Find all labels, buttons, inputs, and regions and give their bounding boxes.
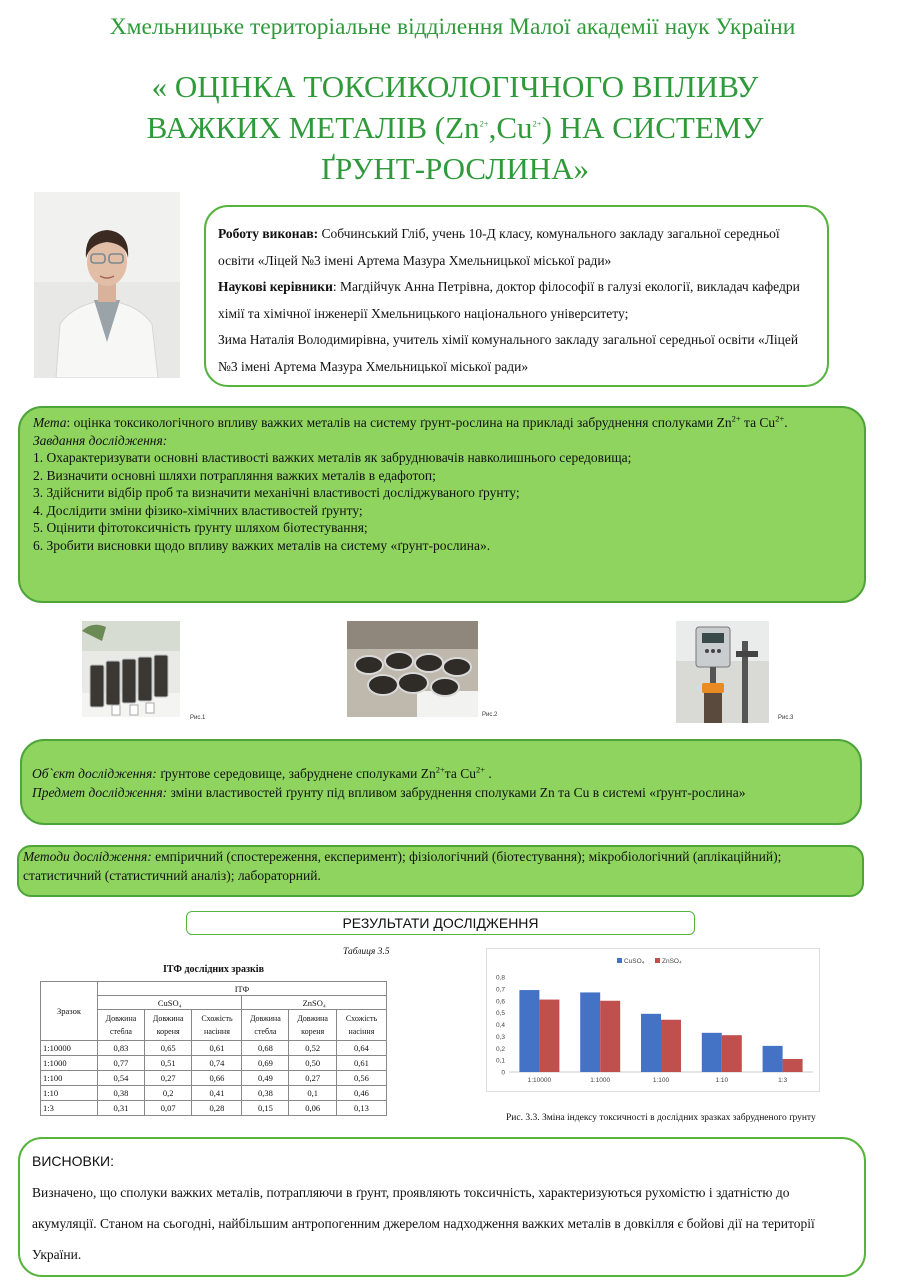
goal-sup-2: 2+ [775, 413, 785, 424]
x-tick-label: 1:100 [652, 1077, 670, 1084]
table-header-group: ZnSO₄ [242, 996, 387, 1010]
table-cell: 1:100 [41, 1071, 98, 1086]
y-tick-label: 0,2 [495, 1045, 505, 1053]
task-item: 3. Здійснити відбір проб та визначити механічні властивості досліджуваного ґрунту; [33, 485, 520, 500]
title-line-3: ҐРУНТ-РОСЛИНА» [321, 151, 589, 186]
goal-sup-1: 2+ [731, 413, 741, 424]
figure-3-caption: Рис.3 [778, 715, 794, 721]
methods-text: емпіричний (спостереження, експеримент); фізіологічний (біотестування); мікробіологічний (аплікаційний); статистичний (статистичний аналіз); лабораторний. [23, 849, 782, 883]
table-cell: 0,15 [242, 1101, 289, 1116]
chart-bar [783, 1059, 803, 1072]
table-title: ІТФ дослідних зразків [163, 964, 264, 975]
table-cell: 0,68 [242, 1041, 289, 1056]
supervisors-paragraph [218, 274, 815, 327]
table-cell: 0,06 [289, 1101, 337, 1116]
object-text-a: ґрунтове середовище, забруднене сполуками Zn [156, 766, 436, 781]
table-cell: 1:10000 [41, 1041, 98, 1056]
legend-label: ZnSO₄ [662, 958, 682, 965]
table-cell: 0,13 [336, 1101, 386, 1116]
x-tick-label: 1:3 [778, 1077, 788, 1084]
author-text: Собчинський Гліб, учень 10-Д класу, комунального закладу загальної середньої освіти «Ліцей №3 імені Артема Мазура Хмельницької міської ради» [218, 226, 780, 268]
task-item: 2. Визначити основні шляхи потрапляння важких металів в едафотоп; [33, 467, 436, 483]
chart-bar [763, 1046, 783, 1072]
table-subheader: Довжина стебла [98, 1010, 145, 1041]
table-cell: 0,27 [144, 1071, 192, 1086]
subject-paragraph [32, 783, 848, 802]
chart-bar [641, 1014, 661, 1072]
subject-text: зміни властивостей ґрунту під впливом забруднення сполуками Zn та Cu в системі «ґрунт-рослина» [167, 785, 746, 800]
table-cell: 1:10 [41, 1086, 98, 1101]
goal-paragraph [33, 414, 850, 432]
object-text-c: . [485, 766, 492, 781]
supervisors-label: Наукові керівники [218, 279, 333, 294]
figure-2-caption: Рис.2 [482, 712, 498, 718]
table-cell: 0,31 [98, 1101, 145, 1116]
title-sup-2: 2+ [532, 118, 542, 129]
table-cell: 1:3 [41, 1101, 98, 1116]
table-caption: Таблиця 3.5 [343, 947, 390, 957]
chart-bar [600, 1001, 620, 1072]
legend-swatch [655, 958, 660, 963]
figure-1-caption: Рис.1 [190, 715, 206, 721]
table-subheader: Довжина кореня [144, 1010, 192, 1041]
methods-label: Методи дослідження: [23, 849, 152, 864]
table-cell: 0,56 [336, 1071, 386, 1086]
table-row [41, 1101, 387, 1116]
authors-box [204, 205, 829, 387]
table-cell: 1:1000 [41, 1056, 98, 1071]
object-paragraph [32, 764, 848, 783]
title-line-2 [60, 107, 850, 148]
table-cell: 0,83 [98, 1041, 145, 1056]
conclusions-box [18, 1137, 866, 1277]
chart-bar [702, 1033, 722, 1072]
x-tick-label: 1:10 [715, 1077, 729, 1084]
table-cell: 0,64 [336, 1041, 386, 1056]
table-cell: 0,66 [192, 1071, 242, 1086]
object-subject-box [20, 739, 862, 825]
figure-2-photo [347, 621, 478, 717]
conclusions-heading: ВИСНОВКИ: [32, 1153, 114, 1169]
table-cell: 0,69 [242, 1056, 289, 1071]
x-tick-label: 1:1000 [590, 1077, 611, 1084]
supervisor-2-text: Зима Наталія Володимирівна, учитель хімії комунального закладу загальної середньої освіти «Ліцей №3 імені Артема Мазура Хмельницької міської ради» [218, 332, 799, 374]
table-cell: 0,2 [144, 1086, 192, 1101]
table-cell: 0,52 [289, 1041, 337, 1056]
title-text-a: ВАЖКИХ МЕТАЛІВ (Zn [146, 110, 480, 145]
table-cell: 0,77 [98, 1056, 145, 1071]
table-row [41, 1056, 387, 1071]
chart-bar [519, 990, 539, 1072]
y-tick-label: 0,4 [495, 1022, 505, 1029]
figure-3-photo [676, 621, 769, 723]
goal-tasks-box [18, 406, 866, 603]
chart-bar [539, 1000, 559, 1072]
table-cell: 0,74 [192, 1056, 242, 1071]
task-item: 4. Дослідити зміни фізико-хімічних властивостей ґрунту; [33, 502, 363, 518]
tasks-label: Завдання дослідження: [33, 432, 168, 448]
goal-text-a: : оцінка токсикологічного впливу важких металів на систему ґрунт-рослина на прикладі забруднення сполуками Zn [66, 415, 732, 430]
table-cell: 0,41 [192, 1086, 242, 1101]
legend-label: CuSO₄ [624, 958, 645, 965]
y-tick-label: 0 [501, 1069, 505, 1077]
task-item: 1. Охарактеризувати основні властивості важких металів як забруднювачів навколишнього середовища; [33, 450, 632, 465]
table-header-group: CuSO₄ [98, 996, 242, 1010]
title-text-b: ,Cu [488, 110, 533, 145]
object-sup-1: 2+ [435, 764, 445, 775]
y-tick-label: 0,6 [495, 998, 505, 1006]
y-tick-label: 0,8 [495, 974, 505, 982]
table-cell: 0,27 [289, 1071, 337, 1086]
y-tick-label: 0,3 [495, 1033, 505, 1041]
table-cell: 0,49 [242, 1071, 289, 1086]
table-cell: 0,51 [144, 1056, 192, 1071]
chart-bar [661, 1020, 681, 1072]
title-text-c: ) НА СИСТЕМУ [541, 110, 764, 145]
object-label: Об`єкт дослідження: [32, 766, 157, 781]
legend-swatch [617, 958, 622, 963]
chart-svg [487, 949, 819, 1091]
y-tick-label: 0,1 [495, 1057, 505, 1065]
goal-text-c: . [784, 415, 788, 430]
table-cell: 0,61 [336, 1056, 386, 1071]
author-label: Роботу виконав: [218, 226, 319, 241]
table-cell: 0,54 [98, 1071, 145, 1086]
methods-box [17, 845, 864, 897]
goal-text-b: та Cu [740, 415, 776, 430]
goal-label: Мета [33, 415, 67, 430]
subject-label: Предмет дослідження: [32, 785, 168, 800]
table-cell: 0,1 [289, 1086, 337, 1101]
poster-title [60, 66, 850, 189]
task-item: 5. Оцінити фітотоксичність ґрунту шляхом біотестування; [33, 520, 368, 535]
chart-caption: Рис. 3.3. Зміна індексу токсичності в дослідних зразках забрудненого ґрунту [506, 1113, 816, 1123]
table-header-row [41, 982, 387, 996]
organization-header: Хмельницьке територіальне відділення Малої академії наук України [109, 14, 796, 40]
table-header-itf: ІТФ [98, 982, 387, 996]
y-tick-label: 0,7 [495, 986, 505, 994]
table-cell: 0,65 [144, 1041, 192, 1056]
table-row [41, 1086, 387, 1101]
student-photo [34, 192, 180, 378]
table-subheader: Схожість насіння [192, 1010, 242, 1041]
table-cell: 0,61 [192, 1041, 242, 1056]
table-subheader: Схожість насіння [336, 1010, 386, 1041]
toxicity-bar-chart [486, 948, 820, 1092]
table-cell: 0,50 [289, 1056, 337, 1071]
table-subheader: Довжина кореня [289, 1010, 337, 1041]
title-sup-1: 2+ [479, 118, 489, 129]
table-header-sample: Зразок [41, 982, 98, 1041]
chart-bar [722, 1035, 742, 1072]
itf-table [40, 981, 387, 1116]
results-heading: РЕЗУЛЬТАТИ ДОСЛІДЖЕННЯ [186, 911, 695, 935]
table-subheader: Довжина стебла [242, 1010, 289, 1041]
author-paragraph [218, 221, 815, 274]
table-cell: 0,28 [192, 1101, 242, 1116]
object-sup-2: 2+ [475, 764, 486, 775]
table-cell: 0,38 [98, 1086, 145, 1101]
object-text-b: та Cu [444, 766, 476, 781]
table-cell: 0,07 [144, 1101, 192, 1116]
title-line-1: « ОЦІНКА ТОКСИКОЛОГІЧНОГО ВПЛИВУ [151, 69, 759, 104]
table-row [41, 1041, 387, 1056]
conclusions-text: Визначено, що сполуки важких металів, потрапляючи в ґрунт, проявляють токсичність, характеризуються рухомістю і здатністю до акумуляції. Станом на сьогодні, найбільшим антропогенним джерелом надходження важких металів в довкілля є бойові дії на території України. [32, 1185, 815, 1262]
table-cell: 0,46 [336, 1086, 386, 1101]
x-tick-label: 1:10000 [527, 1077, 552, 1084]
supervisors-text: : Магдійчук Анна Петрівна, доктор філософії в галузі екології, викладач кафедри хімії та хімічної інженерії Хмельницького національного університету; [218, 279, 800, 321]
chart-bar [580, 992, 600, 1072]
table-cell: 0,38 [242, 1086, 289, 1101]
figure-1-photo [82, 621, 180, 717]
table-row [41, 1071, 387, 1086]
task-item: 6. Зробити висновки щодо впливу важких металів на систему «ґрунт-рослина». [33, 537, 491, 553]
y-tick-label: 0,5 [495, 1010, 505, 1018]
